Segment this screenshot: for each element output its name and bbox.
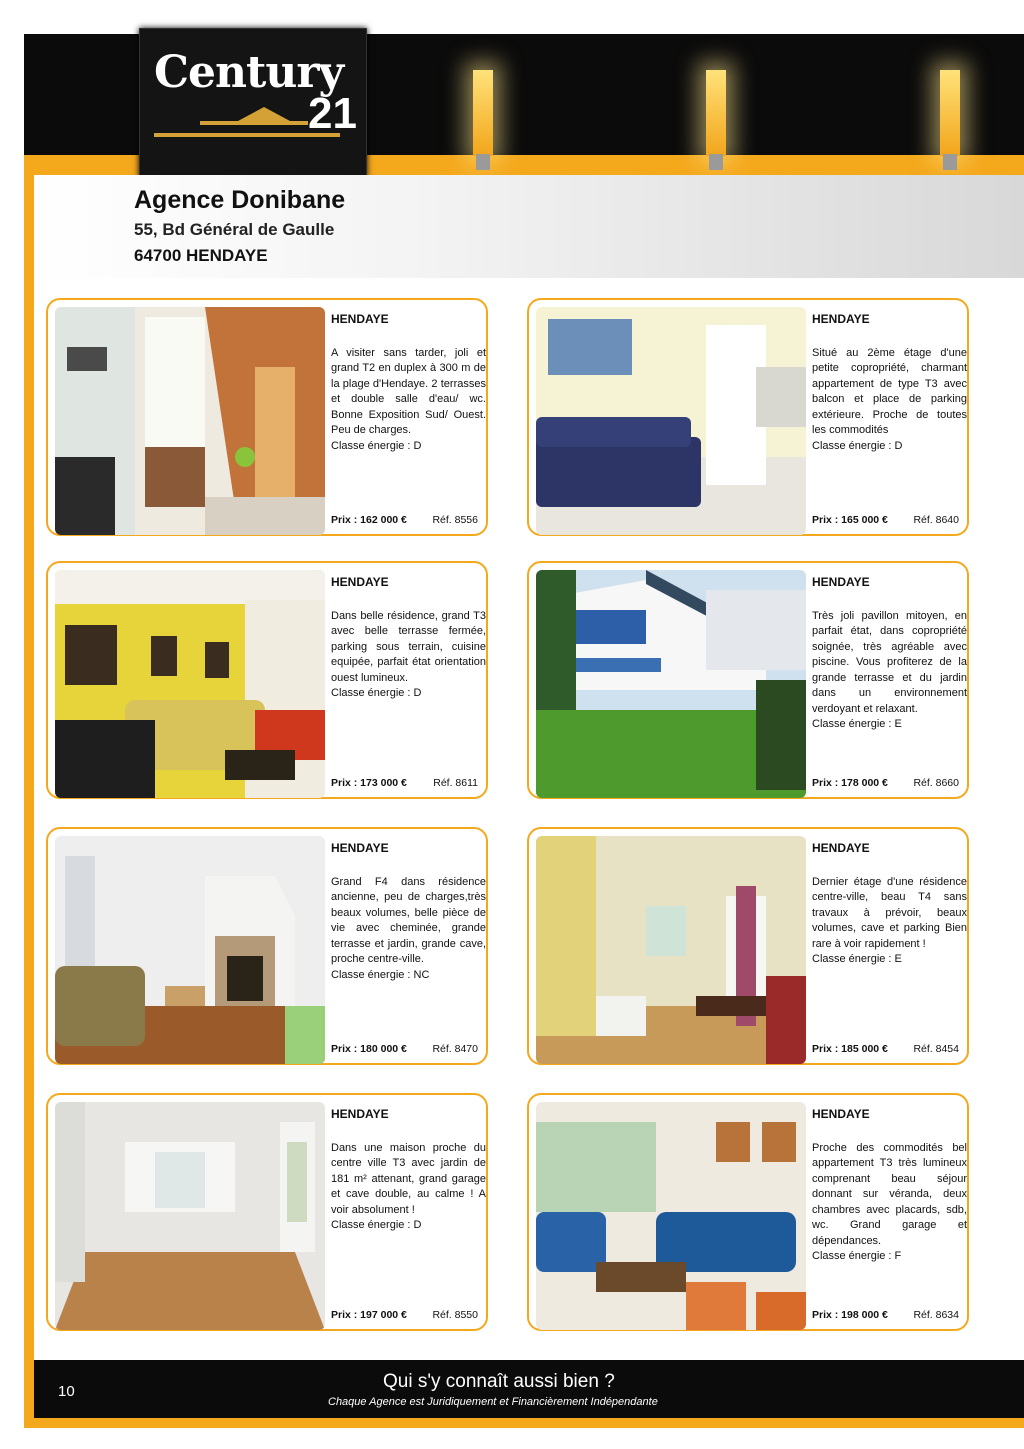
listing-description: A visiter sans tarder, joli et grand T2 en duplex à 300 m de la plage d'Hendaye. 2 terrasses et double salle d'eau/ wc. Bonne Exposition Sud/ Ouest. Peu de charges.	[331, 346, 486, 436]
lamp-base	[943, 154, 957, 170]
listing-photo	[55, 1102, 325, 1330]
listing-photo	[55, 307, 325, 535]
logo-word: Century	[154, 47, 344, 98]
listing-ref: Réf. 8611	[433, 777, 478, 789]
listing-card[interactable]	[527, 1093, 969, 1331]
listing-card[interactable]	[46, 561, 488, 799]
agency-city: 64700 HENDAYE	[134, 246, 268, 265]
page-number: 10	[58, 1383, 75, 1400]
listing-photo	[536, 1102, 806, 1330]
listing-price: Prix : 178 000 €	[812, 777, 888, 789]
lamp-base	[476, 154, 490, 170]
listing-card[interactable]	[46, 298, 488, 536]
listing-description: Dans belle résidence, grand T3 avec belle terrasse fermée, parking sous terrain, cuisine equipée, parfait état orientation ouest lumineux.	[331, 609, 486, 684]
listing-price: Prix : 198 000 €	[812, 1309, 888, 1321]
listing-card[interactable]	[46, 827, 488, 1065]
listing-energy: Classe énergie : NC	[331, 968, 430, 981]
footer-stripe	[24, 1418, 1024, 1428]
listing-description: Situé au 2ème étage d'une petite copropriété, charmant appartement de type T3 avec balcon et place de parking extérieure. Proche de toutes les commodités	[812, 346, 967, 436]
listing-price: Prix : 162 000 €	[331, 514, 407, 526]
listing-city: HENDAYE	[812, 312, 870, 326]
listing-ref: Réf. 8556	[432, 514, 478, 526]
left-rail	[24, 155, 34, 1420]
listing-description: Dernier étage d'une résidence centre-ville, beau T4 sans travaux à prévoir, beaux volumes, cave et parking Bien rare à voir rapidement !	[812, 875, 967, 950]
listing-ref: Réf. 8640	[913, 514, 959, 526]
listing-photo	[536, 570, 806, 798]
listing-price: Prix : 185 000 €	[812, 1043, 888, 1055]
listing-description: Proche des commodités bel appartement T3 très lumineux comprenant beau séjour donnant sur véranda, deux chambres avec placards, sdb, wc. Grand garage et dépendances.	[812, 1141, 967, 1247]
listing-photo	[55, 836, 325, 1064]
agency-street: 55, Bd Général de Gaulle	[134, 220, 335, 239]
logo-roof-line	[200, 121, 308, 125]
listing-energy: Classe énergie : D	[331, 439, 422, 452]
listing-card[interactable]	[527, 827, 969, 1065]
listing-photo	[536, 836, 806, 1064]
listing-description: Grand F4 dans résidence ancienne, peu de charges,très beaux volumes, belle pièce de vie avec cheminée, grande terrasse et jardin, grande cave, proche centre-ville.	[331, 875, 486, 965]
logo-roof-icon	[238, 107, 290, 121]
footer-tagline: Chaque Agence est Juridiquement et Financièrement Indépendante	[328, 1396, 658, 1408]
footer-slogan: Qui s'y connaît aussi bien ?	[383, 1371, 615, 1392]
listing-card[interactable]	[527, 298, 969, 536]
listing-energy: Classe énergie : D	[331, 687, 422, 699]
listing-city: HENDAYE	[331, 575, 389, 589]
listing-city: HENDAYE	[812, 841, 870, 855]
listing-ref: Réf. 8470	[432, 1043, 478, 1055]
listing-price: Prix : 173 000 €	[331, 777, 407, 789]
listing-card[interactable]	[46, 1093, 488, 1331]
lamp-base	[709, 154, 723, 170]
lamp-light	[706, 70, 726, 156]
listing-energy: Classe énergie : E	[812, 953, 902, 965]
listing-ref: Réf. 8550	[432, 1309, 478, 1321]
lamp-light	[473, 70, 493, 156]
listing-energy: Classe énergie : E	[812, 718, 902, 730]
listing-energy: Classe énergie : D	[331, 1219, 422, 1231]
listing-photo	[536, 307, 806, 535]
listing-photo	[55, 570, 325, 798]
listing-ref: Réf. 8634	[913, 1309, 959, 1321]
listing-city: HENDAYE	[812, 1107, 870, 1121]
century21-logo	[139, 28, 367, 178]
agency-name: Agence Donibane	[134, 186, 346, 214]
listing-description: Très joli pavillon mitoyen, en parfait état, dans copropriété soignée, très agréable avec piscine. Vous profiterez de la grande terrasse et du jardin dans un environnement verdoyant et relaxant.	[812, 609, 967, 715]
listing-energy: Classe énergie : D	[812, 439, 903, 452]
listing-ref: Réf. 8660	[913, 777, 959, 789]
listing-city: HENDAYE	[331, 841, 389, 855]
lamp-light	[940, 70, 960, 156]
listing-energy: Classe énergie : F	[812, 1250, 902, 1262]
logo-number: 21	[308, 89, 357, 138]
listing-card[interactable]	[527, 561, 969, 799]
listing-price: Prix : 165 000 €	[812, 514, 888, 526]
listing-price: Prix : 180 000 €	[331, 1043, 407, 1055]
listing-city: HENDAYE	[812, 575, 870, 589]
listing-city: HENDAYE	[331, 312, 389, 326]
listing-ref: Réf. 8454	[913, 1043, 959, 1055]
listing-description: Dans une maison proche du centre ville T3 avec jardin de 181 m² attenant, grand garage et cave double, au calme ! A voir absolument !	[331, 1141, 486, 1216]
listing-city: HENDAYE	[331, 1107, 389, 1121]
listing-price: Prix : 197 000 €	[331, 1309, 407, 1321]
